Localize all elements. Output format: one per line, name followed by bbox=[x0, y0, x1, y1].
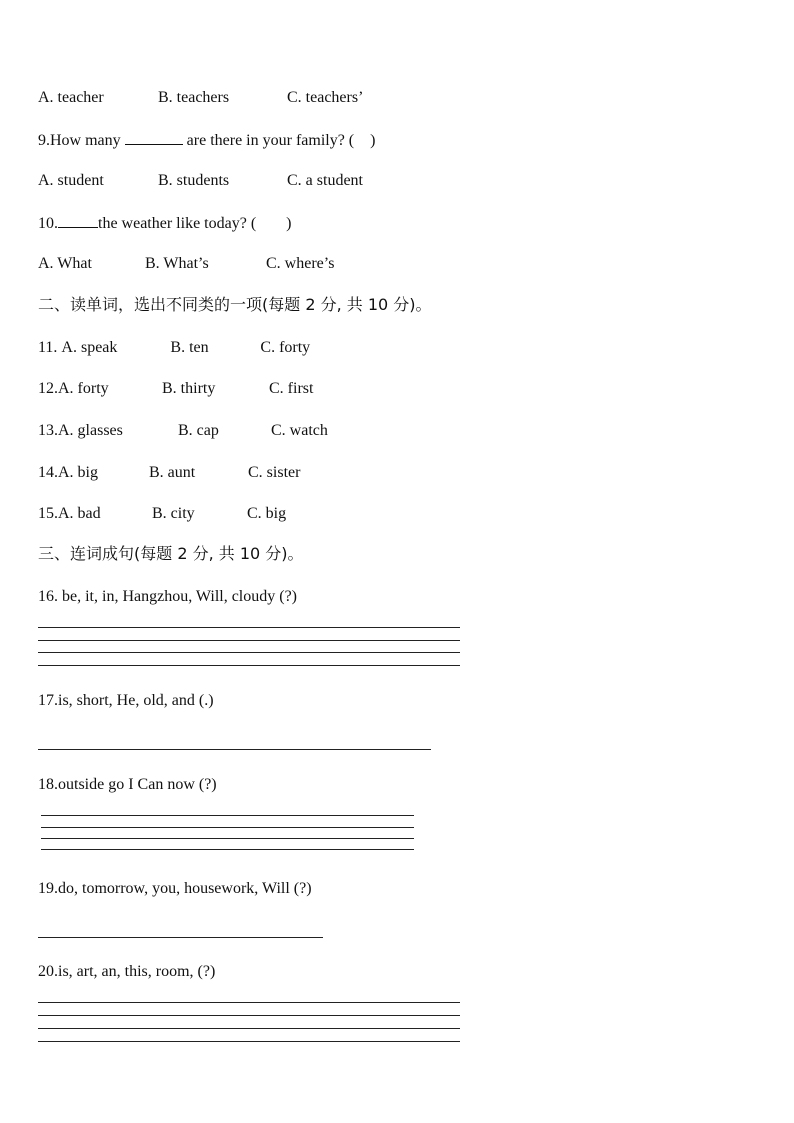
q10-option-c: C. where’s bbox=[266, 255, 335, 272]
q19-answer-line[interactable] bbox=[38, 937, 323, 938]
q11-number: 11. bbox=[38, 339, 62, 356]
q14-option-a: A. big bbox=[58, 464, 98, 481]
q9-option-c: C. a student bbox=[287, 172, 363, 189]
q8-option-b: B. teachers bbox=[158, 89, 230, 106]
q17-prompt: 17.is, short, He, old, and (.) bbox=[38, 692, 214, 709]
q9-option-b: B. students bbox=[158, 172, 230, 189]
q12-row bbox=[38, 379, 313, 399]
q9-question bbox=[38, 130, 375, 151]
q11-option-c: C. forty bbox=[260, 339, 311, 356]
section-3-heading: 三、连词成句(每题 2 分, 共 10 分)。 bbox=[38, 544, 304, 563]
q10-blank bbox=[58, 213, 98, 228]
q13-option-a: A. glasses bbox=[58, 422, 123, 439]
q10-question bbox=[38, 213, 291, 234]
q13-number: 13. bbox=[38, 422, 58, 439]
q20-prompt: 20.is, art, an, this, room, (?) bbox=[38, 963, 216, 980]
q9-blank bbox=[125, 130, 183, 145]
q13-option-b: B. cap bbox=[178, 422, 219, 439]
q14-option-b: B. aunt bbox=[149, 464, 196, 481]
q18-answer-line-2[interactable] bbox=[41, 827, 414, 828]
q10-number: 10. bbox=[38, 215, 58, 232]
q20-answer-line-3[interactable] bbox=[38, 1028, 460, 1029]
q14-option-c: C. sister bbox=[248, 464, 301, 481]
q10-options bbox=[38, 254, 334, 274]
q16-answer-line-1[interactable] bbox=[38, 627, 460, 628]
q16-answer-line-3[interactable] bbox=[38, 652, 460, 653]
q18-answer-line-1[interactable] bbox=[41, 815, 414, 816]
q9-number: 9. bbox=[38, 132, 50, 149]
q8-option-a: A. teacher bbox=[38, 89, 104, 106]
q15-option-c: C. big bbox=[247, 505, 287, 522]
q9-option-a: A. student bbox=[38, 172, 104, 189]
q10-paren-close: ) bbox=[286, 215, 292, 232]
q9-options bbox=[38, 171, 363, 191]
q15-row bbox=[38, 504, 286, 524]
q16-prompt: 16. be, it, in, Hangzhou, Will, cloudy (?) bbox=[38, 588, 298, 605]
q10-option-b: B. What’s bbox=[145, 255, 209, 272]
q19-prompt: 19.do, tomorrow, you, housework, Will (?) bbox=[38, 880, 312, 897]
q12-option-a: A. forty bbox=[58, 380, 109, 397]
q14-row bbox=[38, 463, 300, 483]
q16-answer-line-2[interactable] bbox=[38, 640, 460, 641]
q15-number: 15. bbox=[38, 505, 58, 522]
q8-options bbox=[38, 88, 363, 108]
q12-option-b: B. thirty bbox=[162, 380, 216, 397]
q18-answer-line-3[interactable] bbox=[41, 838, 414, 839]
q11-option-a: A. speak bbox=[61, 339, 118, 356]
q18-answer-line-4[interactable] bbox=[41, 849, 414, 850]
q16-answer-line-4[interactable] bbox=[38, 665, 460, 666]
q20-answer-line-1[interactable] bbox=[38, 1002, 460, 1003]
q10-text-post: the weather like today? ( bbox=[98, 215, 257, 232]
q14-number: 14. bbox=[38, 464, 58, 481]
q12-number: 12. bbox=[38, 380, 58, 397]
q18-prompt: 18.outside go I Can now (?) bbox=[38, 776, 217, 793]
q13-row bbox=[38, 421, 328, 441]
q12-option-c: C. first bbox=[269, 380, 314, 397]
q20-answer-line-4[interactable] bbox=[38, 1041, 460, 1042]
q9-paren-close: ) bbox=[370, 132, 376, 149]
q11-row bbox=[38, 338, 310, 358]
q13-option-c: C. watch bbox=[271, 422, 328, 439]
q11-option-b: B. ten bbox=[170, 339, 209, 356]
q15-option-a: A. bad bbox=[58, 505, 101, 522]
section-2-heading: 二、读单词，选出不同类的一项(每题 2 分, 共 10 分)。 bbox=[38, 295, 432, 314]
q10-option-a: A. What bbox=[38, 255, 92, 272]
q17-answer-line[interactable] bbox=[38, 749, 431, 750]
q9-text-pre: How many bbox=[50, 132, 125, 149]
q15-option-b: B. city bbox=[152, 505, 195, 522]
q8-option-c: C. teachers’ bbox=[287, 89, 364, 106]
q20-answer-line-2[interactable] bbox=[38, 1015, 460, 1016]
q9-text-post: are there in your family? ( bbox=[182, 132, 355, 149]
